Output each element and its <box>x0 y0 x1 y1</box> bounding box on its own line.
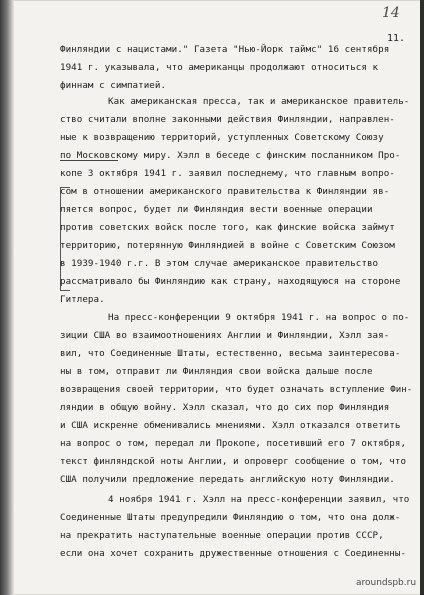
text-line: ляется вопрос, будет ли Финляндия вести военные операции <box>60 204 373 215</box>
text-line: Соединенные Штаты предупредили Финляндию о том, что она долж- <box>60 512 401 523</box>
text-line: Как американская пресса, так и американское правитель- <box>108 96 410 107</box>
text-line: рассматривало бы Финляндию как страну, находящуюся на стороне <box>60 276 401 287</box>
text-line: Финляндии с нацистами." Газета "Нью-Йорк таймс" 16 сентября <box>60 44 390 55</box>
text-line: Гитлера. <box>60 294 105 305</box>
page-number: 11. <box>387 33 406 44</box>
text-line: в 1939-1940 г.г. В этом случае американское правительство <box>60 258 379 269</box>
handwritten-sheet-number: 14 <box>382 5 400 21</box>
text-line: территорию, потерянную Финляндией в войне с Советским Союзом <box>60 240 395 251</box>
text-line: 1941 г. указывала, что американцы продолжают относиться к <box>60 62 379 73</box>
text-line: возвращения своей территории, что будет означать вступление Фин- <box>60 384 413 395</box>
scan-right-edge <box>420 0 424 595</box>
text-line: ны в том, отправит ли Финляндия свои войска дальше после <box>60 366 373 377</box>
text-line: ляндии в общую войну. Хэлл сказал, что до сих пор Финляндия <box>60 402 390 413</box>
text-line: текст финляндской ноты Англии, и опроверг сообщение о том, что <box>60 456 407 467</box>
scan-left-edge <box>0 0 14 595</box>
text-line: по Московскому миру. Хэлл в беседе с финским посланником Про- <box>60 150 401 161</box>
text-line: ство считали вполне законными действия Финляндии, направлен- <box>60 114 395 125</box>
text-line: вил, что Соединенные Штаты, естественно, весьма заинтересова- <box>60 348 401 359</box>
text-line: США получили предложение передать английскую ноту Финляндии. <box>60 474 395 485</box>
text-line: против советских войск после того, как финские войска займут <box>60 222 395 233</box>
text-line: ные к возвращению территорий, уступленных Советскому Союзу <box>60 132 384 143</box>
text-line: На пресс-конференции 9 октября 1941 г. на вопрос о по- <box>108 312 410 323</box>
text-line: и США искренне обменивались мнениями. Хэлл отказался ответить <box>60 420 401 431</box>
text-line: сом в отношении американского правительства к Финляндии яв- <box>60 186 390 197</box>
text-line: зиции США во взаимоотношениях Англии и Финляндии, Хэлл зая- <box>60 330 390 341</box>
text-line: финнам с симпатией. <box>60 80 167 91</box>
text-line: на вопрос о том, передал ли Прокопе, посетивший его 7 октября, <box>60 438 407 449</box>
text-line: если она хочет сохранить дружественные отношения с Соединенны- <box>60 548 407 559</box>
text-line: на прекратить наступательные военные операции против СССР, <box>60 530 384 541</box>
watermark: aroundspb.ru <box>356 578 417 588</box>
text-line: 4 ноября 1941 г. Хэлл на пресс-конференции заявил, что <box>108 494 410 505</box>
text-line: копе 3 октября 1941 г. заявил последнему, что главным вопро- <box>60 168 395 179</box>
